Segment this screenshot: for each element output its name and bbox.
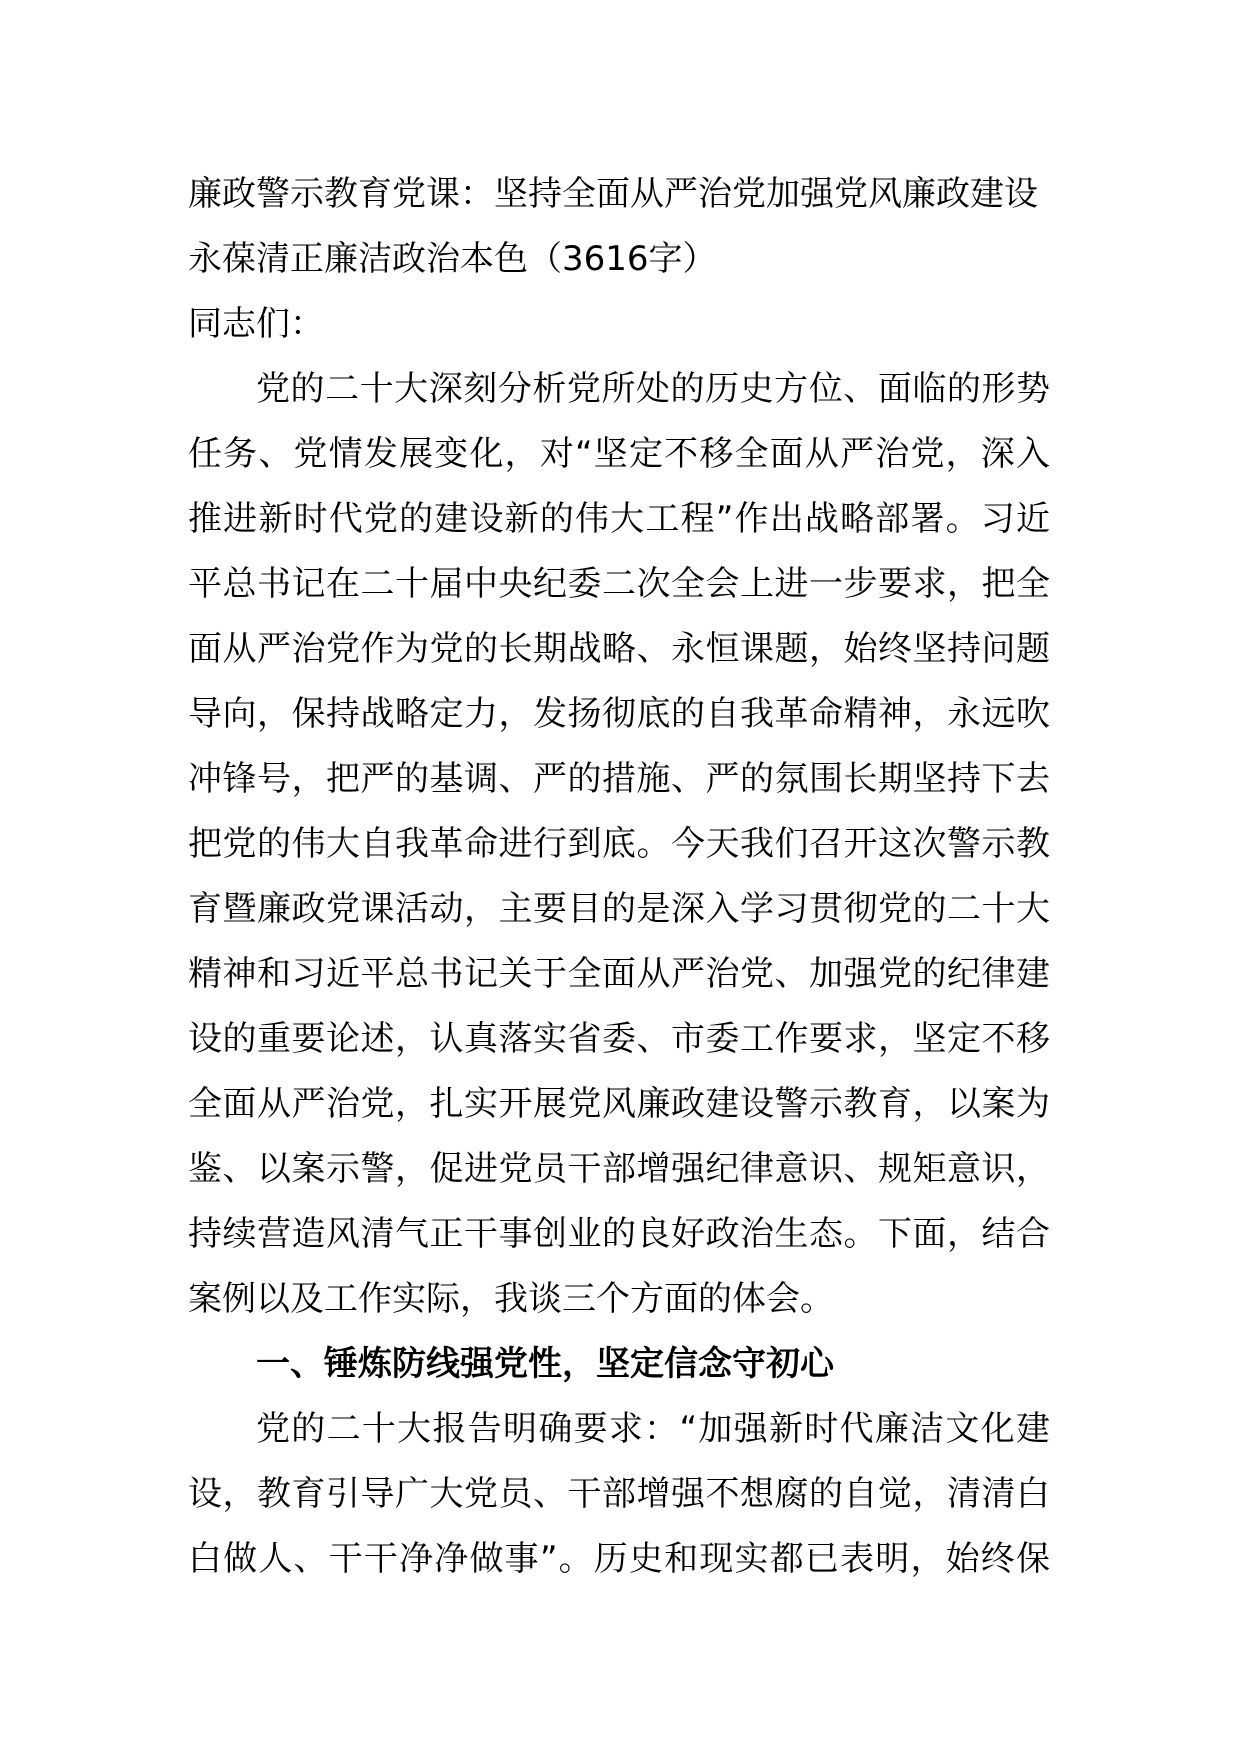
paragraph-line: 全面从严治党，扎实开展党风廉政建设警示教育，以案为 <box>188 1084 1050 1124</box>
salutation: 同志们： <box>188 304 324 344</box>
document-title-line-2: 永葆清正廉洁政治本色（3616字） <box>188 239 717 279</box>
paragraph-line: 把党的伟大自我革命进行到底。今天我们召开这次警示教 <box>188 824 1050 864</box>
paragraph-line: 党的二十大报告明确要求：“加强新时代廉洁文化建 <box>256 1409 1050 1449</box>
paragraph-line: 面从严治党作为党的长期战略、永恒课题，始终坚持问题 <box>188 629 1050 669</box>
paragraph-2 <box>188 1397 1050 1592</box>
paragraph-line: 持续营造风清气正干事创业的良好政治生态。下面，结合 <box>188 1214 1050 1254</box>
paragraph-line: 推进新时代党的建设新的伟大工程”作出战略部署。习近 <box>188 499 1050 539</box>
paragraph-line: 鉴、以案示警，促进党员干部增强纪律意识、规矩意识， <box>188 1149 1050 1189</box>
paragraph-line: 精神和习近平总书记关于全面从严治党、加强党的纪律建 <box>188 954 1050 994</box>
section-heading-1: 一、锤炼防线强党性，坚定信念守初心 <box>256 1344 834 1384</box>
paragraph-line: 育暨廉政党课活动，主要目的是深入学习贯彻党的二十大 <box>188 889 1050 929</box>
paragraph-line: 设的重要论述，认真落实省委、市委工作要求，坚定不移 <box>188 1019 1050 1059</box>
paragraph-line: 任务、党情发展变化，对“坚定不移全面从严治党，深入 <box>188 434 1050 474</box>
paragraph-line: 导向，保持战略定力，发扬彻底的自我革命精神，永远吹 <box>188 694 1050 734</box>
document-body <box>188 162 1050 1592</box>
paragraph-1 <box>188 357 1050 1332</box>
document-title-line-1: 廉政警示教育党课：坚持全面从严治党加强党风廉政建设 <box>188 174 1038 214</box>
paragraph-line: 平总书记在二十届中央纪委二次全会上进一步要求，把全 <box>188 564 1050 604</box>
paragraph-line: 党的二十大深刻分析党所处的历史方位、面临的形势 <box>256 369 1050 409</box>
paragraph-line: 案例以及工作实际，我谈三个方面的体会。 <box>188 1279 834 1319</box>
paragraph-line: 设，教育引导广大党员、干部增强不想腐的自觉，清清白 <box>188 1474 1050 1514</box>
paragraph-line: 冲锋号，把严的基调、严的措施、严的氛围长期坚持下去 <box>188 759 1050 799</box>
paragraph-line: 白做人、干干净净做事”。历史和现实都已表明，始终保 <box>188 1539 1050 1579</box>
